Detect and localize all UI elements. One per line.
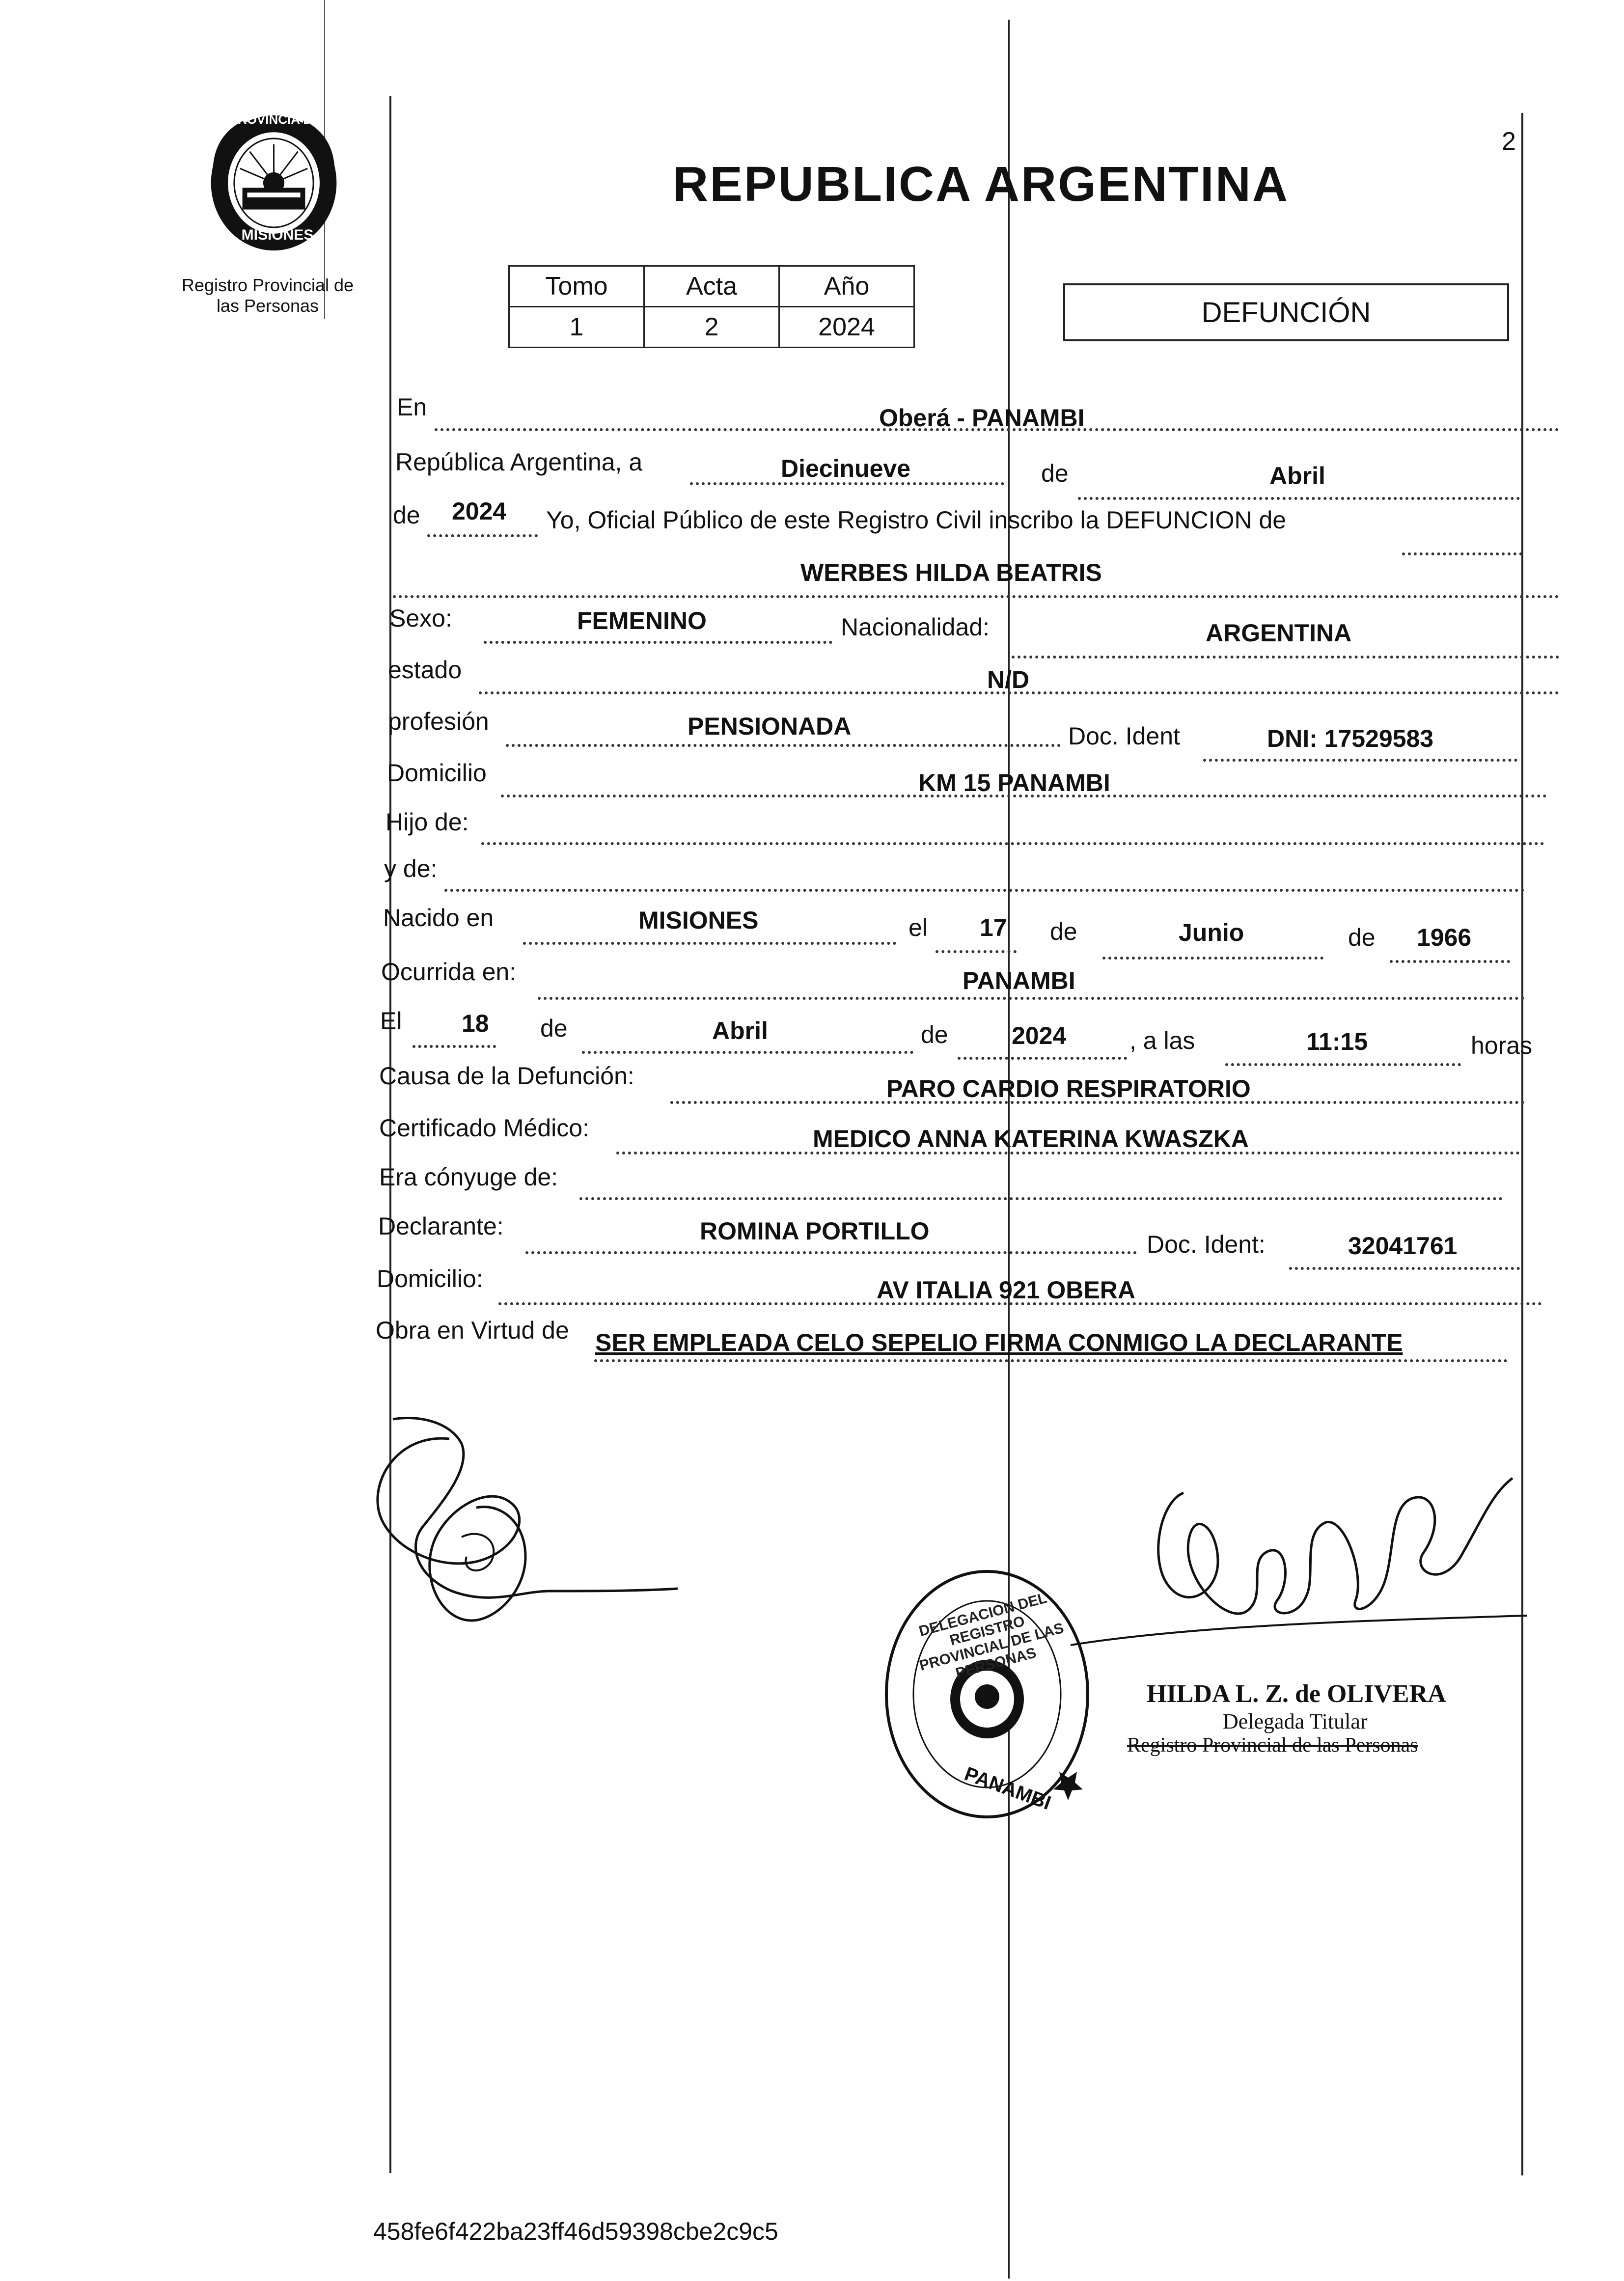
nac-dia-dotted-line [936, 950, 1017, 953]
causa-value: PARO CARDIO RESPIRATORIO [886, 1075, 1251, 1102]
domicilio2-value: AV ITALIA 921 OBERA [877, 1276, 1135, 1304]
hijo-label: Hijo de: [385, 808, 469, 836]
sexo-value: FEMENINO [577, 607, 707, 634]
anio-dotted-line [427, 534, 538, 537]
en-value: Oberá - PANAMBI [879, 404, 1085, 432]
seal-text-bottom: MISIONES [241, 227, 314, 243]
fall-dia-value: 18 [462, 1010, 489, 1037]
hora-dotted-line [1225, 1063, 1461, 1066]
header-tomo: Tomo [509, 266, 644, 307]
en-label: En [397, 393, 427, 421]
el-label: el [908, 914, 928, 941]
registro-line-1: Registro Provincial de [181, 275, 354, 295]
right-border-line [1521, 113, 1523, 2175]
header-acta: Acta [644, 266, 779, 307]
estado-label: estado [388, 656, 462, 684]
declarante-label: Declarante: [378, 1212, 504, 1240]
sexo-label: Sexo: [389, 605, 452, 632]
officer-signature [1071, 1463, 1527, 1660]
domicilio2-label: Domicilio: [377, 1265, 483, 1292]
de2-label: de [393, 501, 420, 529]
profesion-dotted-line [506, 744, 1061, 747]
officer-role: Delegada Titular [1223, 1709, 1368, 1733]
doc2-dotted-line [1289, 1267, 1520, 1270]
estado-value: N/D [987, 666, 1030, 693]
nombre-value: WERBES HILDA BEATRIS [800, 559, 1102, 586]
fall-de2-label: de [921, 1021, 948, 1048]
seal-lettering [216, 112, 334, 127]
doc-dotted-line [1203, 759, 1517, 762]
a-las-label: , a las [1129, 1027, 1195, 1054]
value-acta: 2 [644, 307, 779, 348]
doc-value: DNI: 17529583 [1267, 725, 1434, 752]
obra-label: Obra en Virtud de [376, 1317, 569, 1344]
profesion-value: PENSIONADA [688, 713, 852, 740]
nac-de1-label: de [1050, 918, 1077, 945]
fall-mes-value: Abril [712, 1017, 768, 1044]
registro-line-2: las Personas [216, 296, 319, 316]
seal-lettering-bottom [223, 227, 331, 244]
nac-anio-dotted-line [1390, 960, 1510, 963]
stamp-ring-text: DELEGACION DEL REGISTRO PROVINCIAL DE LAS PERSONAS [917, 1590, 1066, 1682]
officer-name: HILDA L. Z. de OLIVERA [1147, 1680, 1446, 1708]
document-hash: 458fe6f422ba23ff46d59398cbe2c9c5 [373, 2218, 778, 2245]
sexo-dotted-line [484, 641, 832, 644]
mes-value: Abril [1269, 462, 1325, 490]
document-title: REPUBLICA ARGENTINA [673, 157, 1290, 212]
registry-table [508, 265, 915, 348]
document-type-box: DEFUNCIÓN [1063, 283, 1509, 341]
nacido-label: Nacido en [383, 904, 494, 932]
declarante-dotted-line [525, 1251, 1137, 1254]
fall-dia-dotted-line [413, 1045, 496, 1048]
domicilio-value: KM 15 PANAMBI [918, 769, 1110, 797]
value-tomo: 1 [509, 307, 644, 348]
seal-text-top: PROVINCIA DE [229, 112, 321, 127]
page-number: 2 [1502, 127, 1516, 156]
fall-anio-value: 2024 [1012, 1022, 1067, 1049]
nacido-value: MISIONES [638, 907, 759, 934]
el2-label: El [380, 1007, 402, 1035]
fall-de1-label: de [540, 1015, 568, 1042]
officer-office: Registro Provincial de las Personas [1127, 1734, 1418, 1757]
hijo-dotted-line [481, 842, 1544, 845]
de-label: de [1041, 460, 1069, 487]
declarant-signature [363, 1414, 805, 1689]
causa-label: Causa de la Defunción: [379, 1062, 634, 1090]
value-anio: 2024 [779, 307, 914, 348]
stamp-bottom-text: PANAMBI [962, 1762, 1054, 1814]
yo-text: Yo, Oficial Público de este Registro Civil inscribo la DEFUNCION de [546, 506, 1287, 534]
nacionalidad-label: Nacionalidad: [841, 613, 990, 641]
nac-anio-value: 1966 [1417, 924, 1472, 951]
declarante-value: ROMINA PORTILLO [700, 1217, 930, 1245]
header-anio: Año [779, 266, 914, 307]
nacionalidad-dotted-line [1012, 656, 1559, 659]
domicilio-label: Domicilio [387, 759, 487, 787]
anio-value: 2024 [452, 497, 507, 525]
ocurrida-value: PANAMBI [963, 967, 1075, 994]
fall-mes-dotted-line [582, 1051, 913, 1054]
mes-dotted-line [1078, 497, 1520, 500]
doc-label: Doc. Ident [1068, 722, 1180, 750]
ocurrida-label: Ocurrida en: [381, 958, 517, 986]
dia-value: Diecinueve [781, 455, 911, 482]
certificado-value: MEDICO ANNA KATERINA KWASZKA [813, 1125, 1249, 1153]
republica-label: República Argentina, a [395, 448, 643, 476]
conyuge-dotted-line [579, 1197, 1503, 1200]
nacionalidad-value: ARGENTINA [1206, 619, 1352, 647]
horas-label: horas [1471, 1032, 1533, 1059]
hora-value: 11:15 [1306, 1028, 1368, 1055]
fall-anio-dotted-line [958, 1057, 1127, 1060]
yo-dotted-line [1402, 552, 1522, 555]
profesion-label: profesión [388, 708, 489, 735]
yde-label: y de: [384, 855, 438, 882]
nacido-dotted-line [523, 942, 896, 945]
registro-provincial-label [169, 275, 366, 316]
nac-mes-dotted-line [1102, 957, 1323, 960]
certificado-label: Certificado Médico: [379, 1114, 589, 1142]
obra-value: SER EMPLEADA CELO SEPELIO FIRMA CONMIGO LA DECLARANTE [595, 1329, 1403, 1356]
conyuge-label: Era cónyuge de: [379, 1163, 558, 1191]
nac-de2-label: de [1348, 924, 1376, 951]
doc2-label: Doc. Ident: [1147, 1231, 1266, 1258]
yde-dotted-line [444, 889, 1525, 892]
ocurrida-dotted-line [538, 997, 1525, 1000]
nac-dia-value: 17 [980, 914, 1007, 941]
obra-dotted-line [594, 1359, 1508, 1362]
doc2-value: 32041761 [1348, 1232, 1458, 1260]
nac-mes-value: Junio [1179, 919, 1244, 946]
nombre-dotted-line [393, 595, 1559, 598]
